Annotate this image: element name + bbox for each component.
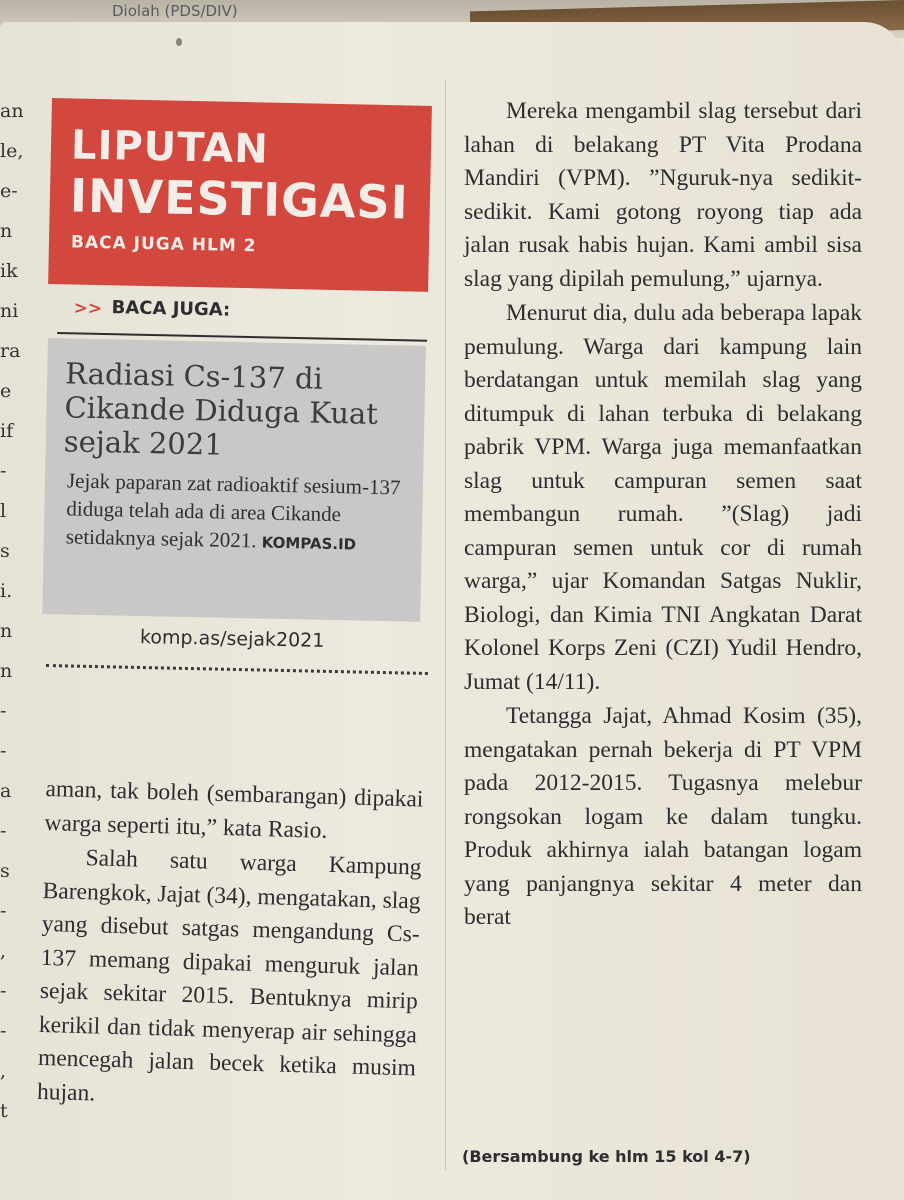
margin-fragment: n [0, 220, 13, 242]
double-arrow-icon: >> [73, 298, 103, 319]
margin-fragment: l [0, 500, 7, 522]
margin-fragment: i. [0, 580, 13, 602]
paragraph: Salah satu warga Kampung Barengkok, Jajat (34), mengatakan, slag yang disebut satgas mengandung Cs-137 memang dipakai menguruk jalan sejak sekitar 2015. Bentuknya mirip kerikil dan tidak menyerap air sehingga mencegah jalan becek ketika musim hujan. [36, 845, 422, 1106]
margin-fragment: ni [0, 300, 19, 322]
paper-hole [176, 38, 182, 46]
margin-fragment: ik [0, 260, 18, 282]
margin-fragment: s [0, 860, 10, 882]
related-headline: Radiasi Cs-137 di Cikande Diduga Kuat sejak 2021 [63, 356, 379, 462]
margin-fragment: e- [0, 180, 18, 202]
margin-fragment: , [0, 940, 7, 962]
related-summary-text: Jejak paparan zat radioaktif sesium-137 diduga telah ada di area Cikande setidaknya sejak 2021. [65, 468, 401, 553]
margin-fragment: if [0, 420, 14, 442]
right-column-text [464, 95, 862, 936]
related-label-text: BACA JUGA: [111, 297, 231, 321]
margin-fragment: - [0, 980, 7, 1002]
margin-fragment: - [0, 460, 7, 482]
left-column-cut-fragments [0, 100, 22, 1180]
column-divider [445, 80, 446, 1170]
source-label: KOMPAS.ID [261, 533, 357, 554]
banner-title-line1: LIPUTAN [70, 122, 270, 173]
related-label [57, 290, 428, 342]
paragraph: Mereka mengambil slag tersebut dari lahan di belakang PT Vita Prodana Mandiri (VPM). ”Nguruk-nya sedikit-sedikit. Kami gotong royong tiap ada jalan rusak habis hujan. Kami ambil sisa slag yang dipilah pemulung,” ujarnya. [464, 98, 862, 292]
margin-fragment: , [0, 1060, 7, 1082]
photo-credit: Diolah (PDS/DIV) [112, 2, 238, 20]
margin-fragment: an [0, 100, 24, 122]
margin-fragment: - [0, 900, 7, 922]
margin-fragment: n [0, 620, 13, 642]
investigation-banner [48, 98, 432, 292]
banner-title-line2: INVESTIGASI [69, 168, 410, 230]
margin-fragment: ra [0, 340, 21, 362]
margin-fragment: - [0, 700, 7, 722]
margin-fragment: - [0, 1020, 7, 1042]
continued-note: (Bersambung ke hlm 15 kol 4-7) [462, 1147, 751, 1166]
margin-fragment: t [0, 1100, 8, 1122]
related-article-box [42, 338, 426, 622]
margin-fragment: - [0, 740, 7, 762]
paragraph: aman, tak boleh (sembarangan) dipakai warga seperti itu,” kata Rasio. [44, 775, 424, 844]
banner-subtitle: BACA JUGA HLM 2 [70, 232, 257, 257]
related-summary [66, 466, 418, 559]
margin-fragment: le, [0, 140, 24, 162]
margin-fragment: e [0, 380, 12, 402]
paragraph: Tetangga Jajat, Ahmad Kosim (35), mengatakan pernah bekerja di PT VPM pada 2012-2015. Tugasnya melebur rongsokan logam ke dalam tungku. Produk akhirnya ialah batangan logam yang panjangnya sekitar 4 meter dan berat [464, 703, 862, 930]
margin-fragment: s [0, 540, 10, 562]
margin-fragment: n [0, 660, 13, 682]
margin-fragment: a [0, 780, 12, 802]
margin-fragment: - [0, 820, 7, 842]
paragraph: Menurut dia, dulu ada beberapa lapak pemulung. Warga dari kampung lain berdatangan untuk memilah slag yang ditumpuk di lahan terbuka di belakang pabrik VPM. Warga juga memanfaatkan slag untuk campuran semen saat membangun rumah. ”(Slag) jadi campuran semen untuk cor di rumah warga,” ujar Komandan Satgas Nuklir, Biologi, dan Kimia TNI Angkatan Darat Kolonel Korps Zeni (CZI) Yudil Hendro, Jumat (14/11). [464, 300, 862, 695]
left-column-text [37, 773, 424, 1120]
related-link: komp.as/sejak2021 [139, 626, 325, 652]
